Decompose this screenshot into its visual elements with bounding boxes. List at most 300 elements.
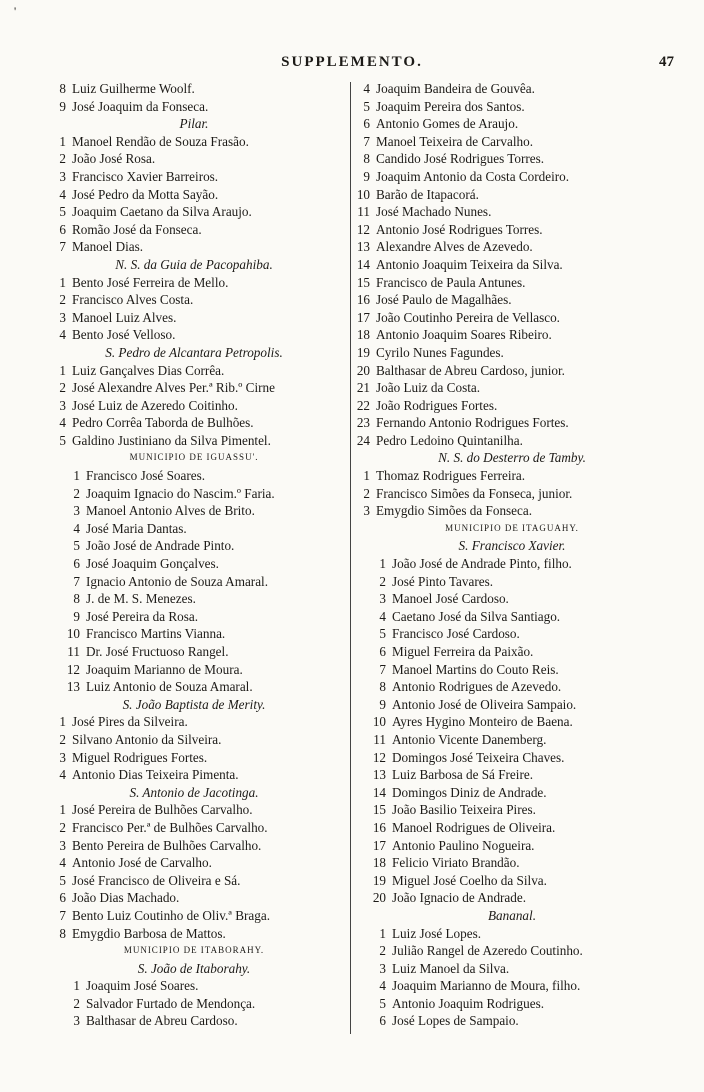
item-number: 11: [373, 731, 386, 747]
person-name: Antonio Joaquim Teixeira da Silva.: [376, 256, 563, 272]
person-name: Luiz José Lopes.: [392, 925, 481, 941]
person-name: Antonio Dias Teixeira Pimenta.: [72, 767, 239, 783]
list-item: [352, 819, 682, 837]
item-number: 20: [356, 362, 370, 378]
item-number: 6: [59, 890, 66, 906]
person-name: Manoel Martins do Couto Reis.: [392, 661, 559, 677]
list-item: [352, 291, 682, 309]
item-number: 12: [66, 661, 80, 677]
item-number: 6: [73, 556, 80, 572]
item-number: 19: [372, 872, 386, 888]
list-item: [44, 625, 344, 643]
person-name: José Pereira de Bulhões Carvalho.: [72, 802, 253, 818]
list-item: [44, 1012, 344, 1030]
person-name: Joaquim Caetano da Silva Araujo.: [72, 204, 252, 220]
item-number: 2: [379, 943, 386, 959]
item-number: 3: [73, 503, 80, 519]
item-number: 5: [363, 98, 370, 114]
item-number: 3: [379, 960, 386, 976]
list-item: [352, 221, 682, 239]
person-name: José Luiz de Azeredo Coitinho.: [72, 397, 238, 413]
item-number: 3: [59, 309, 66, 325]
item-number: 2: [379, 573, 386, 589]
list-item: [44, 309, 344, 327]
list-item: [44, 819, 344, 837]
list-item: [44, 977, 344, 995]
person-name: Ignacio Antonio de Souza Amaral.: [86, 573, 269, 589]
item-number: 11: [67, 644, 80, 659]
item-number: 14: [356, 256, 370, 272]
person-name: Antonio Joaquim Soares Ribeiro.: [376, 327, 552, 343]
item-number: 5: [59, 872, 66, 888]
page-title: SUPPLEMENTO.: [281, 54, 423, 70]
list-item: [352, 696, 682, 714]
person-name: Miguel Ferreira da Paixão.: [392, 644, 534, 659]
person-name: Candido José Rodrigues Torres.: [376, 151, 545, 167]
item-number: 4: [59, 186, 66, 202]
item-number: 7: [73, 573, 80, 589]
list-item: [352, 837, 682, 855]
list-item: [352, 186, 682, 204]
list-item: [352, 414, 682, 432]
column-divider: [350, 82, 351, 1034]
item-number: 4: [73, 520, 80, 536]
person-name: José Francisco de Oliveira e Sá.: [72, 872, 241, 888]
person-name: Antonio Rodrigues de Azevedo.: [392, 679, 562, 695]
list-item: [44, 221, 344, 239]
person-name: Manoel Dias.: [72, 239, 144, 255]
list-item: [352, 766, 682, 784]
list-item: [44, 467, 344, 485]
person-name: Ayres Hygino Monteiro de Baena.: [392, 714, 573, 730]
person-name: Antonio Paulino Nogueira.: [392, 837, 535, 853]
person-name: Bento Luiz Coutinho de Oliv.ª Braga.: [72, 907, 270, 923]
section-heading: S. Francisco Xavier.: [458, 538, 566, 554]
list-item: [44, 520, 344, 538]
person-name: Luiz Guilherme Woolf.: [72, 81, 195, 96]
list-item: [44, 362, 344, 380]
item-number: 3: [363, 503, 370, 519]
list-item: [44, 168, 344, 186]
item-number: 1: [73, 978, 80, 994]
person-name: Antonio Joaquim Rodrigues.: [392, 995, 545, 1011]
person-name: Luiz Gançalves Dias Corrêa.: [72, 362, 225, 378]
item-number: 12: [372, 749, 386, 765]
item-number: 4: [363, 81, 370, 96]
list-item: [352, 502, 682, 520]
item-number: 6: [379, 644, 386, 659]
list-item: [44, 573, 344, 591]
person-name: Francisco Xavier Barreiros.: [72, 168, 219, 184]
list-item: [352, 168, 682, 186]
item-number: 5: [59, 432, 66, 448]
person-name: J. de M. S. Menezes.: [86, 591, 196, 607]
person-name: Antonio José de Oliveira Sampaio.: [392, 696, 577, 712]
municipio-heading: MUNICIPIO DE IGUASSU'.: [129, 452, 259, 463]
list-item: [44, 907, 344, 925]
list-item: [352, 977, 682, 995]
person-name: Pedro Ledoino Quintanilha.: [376, 432, 523, 448]
person-name: Manoel Rendão de Souza Frasão.: [72, 133, 249, 149]
item-number: 4: [379, 978, 386, 994]
person-name: José Machado Nunes.: [376, 204, 492, 220]
person-name: Luiz Manoel da Silva.: [392, 960, 510, 976]
item-number: 6: [363, 116, 370, 132]
person-name: Joaquim Marianno de Moura, filho.: [392, 978, 581, 994]
item-number: 20: [372, 890, 386, 906]
person-name: José Joaquim da Fonseca.: [72, 98, 209, 114]
section-heading: N. S. da Guia de Pacopahiba.: [115, 256, 273, 272]
person-name: Joaquim Pereira dos Santos.: [376, 98, 525, 114]
list-item: [352, 573, 682, 591]
person-name: José Pires da Silveira.: [72, 714, 188, 730]
list-item: [44, 731, 344, 749]
list-item: [44, 432, 344, 450]
item-number: 2: [59, 731, 66, 747]
person-name: Antonio José de Carvalho.: [72, 855, 212, 871]
person-name: Thomaz Rodrigues Ferreira.: [376, 468, 526, 484]
item-number: 4: [59, 855, 66, 871]
item-number: 18: [356, 327, 370, 343]
person-name: José Pereira da Rosa.: [86, 608, 199, 624]
item-number: 2: [59, 380, 66, 396]
item-number: 1: [73, 468, 80, 484]
section-heading: Pilar.: [179, 116, 209, 132]
item-number: 17: [356, 309, 370, 325]
list-item: [352, 625, 682, 643]
list-item: [44, 326, 344, 344]
page-number: 47: [659, 54, 674, 70]
item-number: 3: [59, 749, 66, 765]
person-name: Emygdio Barbosa de Mattos.: [72, 925, 226, 941]
list-item: [352, 801, 682, 819]
list-item: [44, 133, 344, 151]
item-number: 6: [379, 1013, 386, 1029]
list-item: [44, 889, 344, 907]
item-number: 7: [379, 661, 386, 677]
person-name: João Coutinho Pereira de Vellasco.: [376, 309, 560, 325]
list-item: [44, 749, 344, 767]
list-item: [44, 537, 344, 555]
list-item: [352, 203, 682, 221]
item-number: 2: [73, 995, 80, 1011]
municipio-heading: MUNICIPIO DE ITABORAHY.: [123, 945, 265, 956]
person-name: Joaquim Antonio da Costa Cordeiro.: [376, 168, 570, 184]
item-number: 7: [59, 907, 66, 923]
item-number: 13: [356, 239, 370, 255]
person-name: Bento Pereira de Bulhões Carvalho.: [72, 837, 262, 853]
person-name: Luiz Antonio de Souza Amaral.: [86, 679, 253, 695]
list-item: [44, 801, 344, 819]
person-name: João José de Andrade Pinto.: [86, 538, 235, 554]
person-name: Salvador Furtado de Mendonça.: [86, 995, 256, 1011]
person-name: José Maria Dantas.: [86, 520, 187, 536]
item-number: 9: [379, 696, 386, 712]
list-item: [352, 942, 682, 960]
item-number: 15: [356, 274, 370, 290]
person-name: João Dias Machado.: [72, 890, 180, 906]
person-name: Cyrilo Nunes Fagundes.: [376, 344, 504, 360]
item-number: 1: [379, 925, 386, 941]
person-name: Manoel Antonio Alves de Brito.: [86, 503, 255, 519]
list-item: [352, 925, 682, 943]
item-number: 19: [356, 344, 370, 360]
person-name: José Joaquim Gonçalves.: [86, 556, 219, 572]
person-name: José Pedro da Motta Sayão.: [72, 186, 219, 202]
person-name: Manoel Rodrigues de Oliveira.: [392, 819, 556, 835]
item-number: 5: [59, 204, 66, 220]
item-number: 1: [363, 468, 370, 484]
person-name: João Basilio Teixeira Pires.: [392, 802, 536, 818]
list-item: [352, 238, 682, 256]
list-item: [352, 98, 682, 116]
person-name: Antonio Gomes de Araujo.: [376, 116, 519, 132]
list-item: [44, 925, 344, 943]
list-item: [352, 608, 682, 626]
person-name: Galdino Justiniano da Silva Pimentel.: [72, 432, 271, 448]
list-item: [44, 872, 344, 890]
person-name: Joaquim Ignacio do Nascim.º Faria.: [86, 485, 275, 501]
right-column: [352, 80, 682, 1030]
person-name: Joaquim José Soares.: [86, 978, 199, 994]
person-name: Bento José Velloso.: [72, 327, 176, 343]
list-item: [352, 749, 682, 767]
list-item: [352, 854, 682, 872]
item-number: 4: [379, 608, 386, 624]
list-item: [44, 661, 344, 679]
item-number: 11: [357, 204, 370, 220]
list-item: [352, 960, 682, 978]
item-number: 4: [59, 415, 66, 431]
item-number: 2: [59, 151, 66, 167]
item-number: 18: [372, 855, 386, 871]
person-name: Francisco José Soares.: [86, 468, 206, 484]
list-item: [44, 555, 344, 573]
person-name: Manoel José Cardoso.: [392, 591, 509, 607]
item-number: 7: [59, 239, 66, 255]
person-name: Bento José Ferreira de Mello.: [72, 274, 229, 290]
person-name: Luiz Barbosa de Sá Freire.: [392, 767, 533, 783]
municipio-heading: MUNICIPIO DE ITAGUAHY.: [445, 522, 579, 533]
left-column: [44, 80, 344, 1030]
item-number: 7: [363, 133, 370, 149]
person-name: Caetano José da Silva Santiago.: [392, 608, 561, 624]
item-number: 16: [356, 292, 370, 308]
list-item: [352, 379, 682, 397]
person-name: José Lopes de Sampaio.: [392, 1013, 519, 1029]
item-number: 8: [59, 81, 66, 96]
person-name: Julião Rangel de Azeredo Coutinho.: [392, 943, 583, 959]
list-item: [352, 889, 682, 907]
list-item: [44, 414, 344, 432]
item-number: 13: [372, 767, 386, 783]
list-item: [44, 397, 344, 415]
item-number: 9: [59, 98, 66, 114]
list-item: [44, 98, 344, 116]
item-number: 14: [372, 784, 386, 800]
list-item: [352, 326, 682, 344]
person-name: Joaquim Marianno de Moura.: [86, 661, 243, 677]
item-number: 1: [59, 133, 66, 149]
list-item: [44, 643, 344, 661]
list-item: [44, 608, 344, 626]
section-heading: S. João Baptista de Merity.: [122, 696, 266, 712]
list-item: [352, 256, 682, 274]
person-name: João Ignacio de Andrade.: [392, 890, 527, 906]
margin-mark: ': [14, 4, 17, 18]
item-number: 13: [66, 679, 80, 695]
person-name: Francisco Alves Costa.: [72, 292, 194, 308]
item-number: 10: [372, 714, 386, 730]
list-item: [44, 713, 344, 731]
person-name: Emygdio Simões da Fonseca.: [376, 503, 533, 519]
person-name: Felicio Viriato Brandão.: [392, 855, 520, 871]
list-item: [352, 995, 682, 1013]
item-number: 3: [379, 591, 386, 607]
list-item: [44, 590, 344, 608]
list-item: [352, 661, 682, 679]
list-item: [352, 344, 682, 362]
person-name: Miguel Rodrigues Fortes.: [72, 749, 208, 765]
person-name: João Luiz da Costa.: [376, 380, 481, 396]
person-name: Francisco Martins Vianna.: [86, 626, 226, 642]
item-number: 2: [363, 485, 370, 501]
person-name: Domingos José Teixeira Chaves.: [392, 749, 565, 765]
item-number: 3: [73, 1013, 80, 1029]
list-item: [352, 309, 682, 327]
person-name: Antonio José Rodrigues Torres.: [376, 221, 543, 237]
person-name: Francisco Per.ª de Bulhões Carvalho.: [72, 819, 268, 835]
item-number: 1: [59, 362, 66, 378]
section-heading: S. Pedro de Alcantara Petropolis.: [105, 344, 283, 360]
section-heading: Bananal.: [488, 907, 536, 923]
section-heading: S. João de Itaborahy.: [137, 960, 251, 976]
item-number: 2: [73, 485, 80, 501]
list-item: [352, 362, 682, 380]
item-number: 1: [379, 556, 386, 572]
item-number: 8: [59, 925, 66, 941]
item-number: 10: [356, 186, 370, 202]
person-name: João José de Andrade Pinto, filho.: [392, 556, 572, 572]
person-name: José Pinto Tavares.: [392, 573, 494, 589]
person-name: Balthasar de Abreu Cardoso.: [86, 1013, 238, 1029]
list-item: [352, 397, 682, 415]
item-number: 8: [379, 679, 386, 695]
list-item: [352, 872, 682, 890]
list-item: [44, 837, 344, 855]
item-number: 6: [59, 221, 66, 237]
person-name: Silvano Antonio da Silveira.: [72, 731, 222, 747]
person-name: Francisco José Cardoso.: [392, 626, 520, 642]
list-item: [44, 766, 344, 784]
item-number: 4: [59, 767, 66, 783]
person-name: Alexandre Alves de Azevedo.: [376, 239, 533, 255]
list-item: [352, 1012, 682, 1030]
person-name: Manoel Luiz Alves.: [72, 309, 177, 325]
item-number: 8: [73, 591, 80, 607]
item-number: 3: [59, 397, 66, 413]
person-name: João José Rosa.: [72, 151, 156, 167]
list-item: [352, 555, 682, 573]
list-item: [352, 713, 682, 731]
list-item: [44, 485, 344, 503]
list-item: [352, 115, 682, 133]
list-item: [352, 133, 682, 151]
list-item: [352, 784, 682, 802]
person-name: Barão de Itapacorá.: [376, 186, 479, 202]
item-number: 9: [363, 168, 370, 184]
person-name: José Paulo de Magalhães.: [376, 292, 512, 308]
list-item: [44, 238, 344, 256]
list-item: [44, 80, 344, 98]
person-name: João Rodrigues Fortes.: [376, 397, 498, 413]
list-item: [44, 186, 344, 204]
item-number: 5: [73, 538, 80, 554]
list-item: [352, 467, 682, 485]
list-item: [44, 150, 344, 168]
person-name: Fernando Antonio Rodrigues Fortes.: [376, 415, 569, 431]
list-item: [44, 678, 344, 696]
item-number: 12: [356, 221, 370, 237]
list-item: [44, 274, 344, 292]
list-item: [352, 432, 682, 450]
list-item: [352, 643, 682, 661]
person-name: Miguel José Coelho da Silva.: [392, 872, 547, 888]
list-item: [352, 80, 682, 98]
person-name: Romão José da Fonseca.: [72, 221, 202, 237]
list-item: [352, 590, 682, 608]
item-number: 24: [356, 432, 370, 448]
item-number: 1: [59, 714, 66, 730]
person-name: Francisco Simões da Fonseca, junior.: [376, 485, 573, 501]
item-number: 21: [356, 380, 370, 396]
list-item: [352, 274, 682, 292]
list-item: [352, 485, 682, 503]
item-number: 8: [363, 151, 370, 167]
item-number: 16: [372, 819, 386, 835]
list-item: [44, 291, 344, 309]
person-name: José Alexandre Alves Per.ª Rib.º Cirne: [72, 380, 275, 396]
item-number: 2: [59, 292, 66, 308]
list-item: [44, 379, 344, 397]
person-name: Balthasar de Abreu Cardoso, junior.: [376, 362, 565, 378]
item-number: 15: [372, 802, 386, 818]
list-item: [44, 502, 344, 520]
item-number: 17: [372, 837, 386, 853]
item-number: 23: [356, 415, 370, 431]
item-number: 1: [59, 802, 66, 818]
item-number: 2: [59, 819, 66, 835]
item-number: 10: [66, 626, 80, 642]
list-item: [44, 203, 344, 221]
item-number: 4: [59, 327, 66, 343]
item-number: 5: [379, 995, 386, 1011]
person-name: Antonio Vicente Danemberg.: [392, 731, 547, 747]
item-number: 9: [73, 608, 80, 624]
item-number: 3: [59, 168, 66, 184]
item-number: 22: [356, 397, 370, 413]
item-number: 3: [59, 837, 66, 853]
item-number: 1: [59, 274, 66, 290]
list-item: [44, 854, 344, 872]
list-item: [352, 731, 682, 749]
list-item: [44, 995, 344, 1013]
person-name: Dr. José Fructuoso Rangel.: [86, 644, 229, 659]
item-number: 5: [379, 626, 386, 642]
person-name: Francisco de Paula Antunes.: [376, 274, 526, 290]
person-name: Domingos Diniz de Andrade.: [392, 784, 547, 800]
list-item: [352, 150, 682, 168]
